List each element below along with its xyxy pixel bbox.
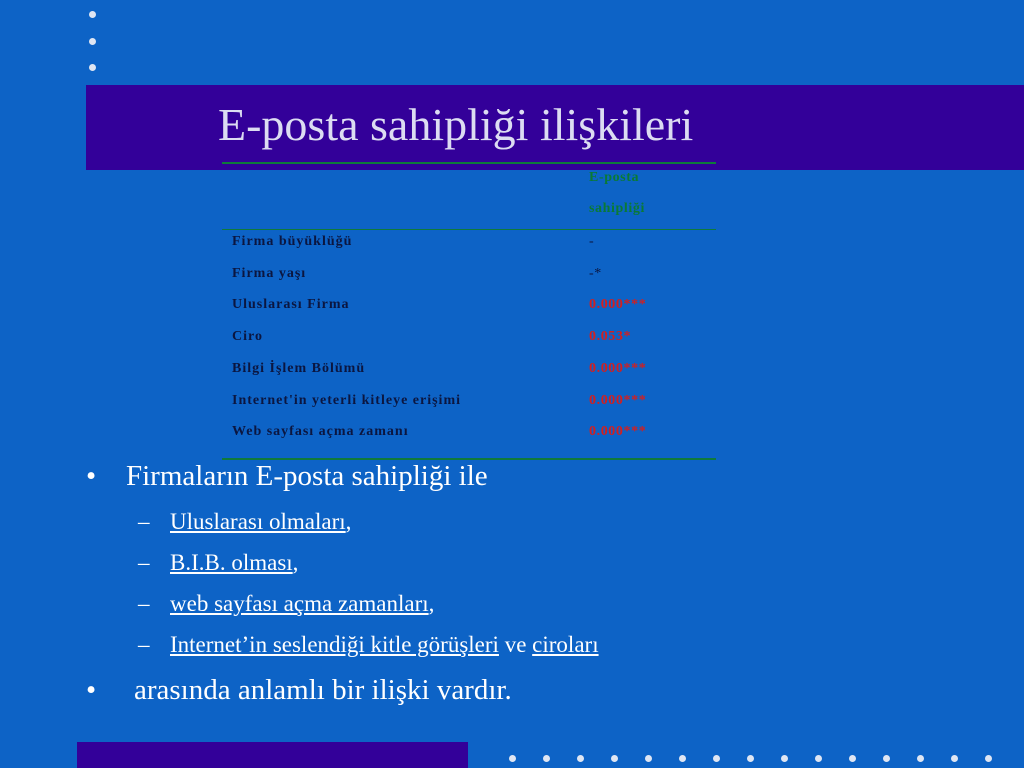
row-value: 0.053*	[589, 329, 632, 344]
row-label: Ciro	[232, 329, 263, 344]
dash-marker: –	[138, 550, 150, 575]
dash-marker: –	[138, 632, 150, 657]
table-row	[222, 361, 716, 381]
decorative-dot	[917, 755, 924, 762]
punctuation: ,	[345, 509, 352, 534]
link-uluslarasi-olmalari[interactable]: Uluslarası olmaları	[170, 509, 346, 534]
row-label: Firma büyüklüğü	[232, 234, 353, 249]
row-value: 0.000***	[589, 393, 647, 408]
slide-title: E-posta sahipliği ilişkileri	[218, 99, 694, 150]
dash-marker: –	[138, 591, 150, 616]
decorative-dot	[89, 64, 96, 71]
link-internet-kitle[interactable]: Internet’in seslendiği kitle görüşleri	[170, 632, 499, 657]
sub-bullet-text	[170, 550, 298, 576]
decorative-dot	[849, 755, 856, 762]
row-value: 0.000***	[589, 424, 647, 439]
sub-bullet-text	[170, 632, 599, 658]
bullet-marker: •	[86, 674, 97, 706]
column-header-line1: E-posta	[589, 170, 640, 185]
link-bib-olmasi[interactable]: B.I.B. olması	[170, 550, 293, 575]
table-row	[222, 329, 716, 349]
row-label: Uluslarası Firma	[232, 297, 350, 312]
decorative-dot	[577, 755, 584, 762]
decorative-dot	[713, 755, 720, 762]
punctuation: ,	[292, 550, 299, 575]
link-web-sayfasi[interactable]: web sayfası açma zamanları	[170, 591, 429, 616]
bottom-band	[77, 742, 468, 768]
decorative-dot	[89, 38, 96, 45]
sub-bullet-text	[170, 591, 434, 617]
row-value: -	[589, 234, 595, 249]
table-row	[222, 393, 716, 413]
row-label: Web sayfası açma zamanı	[232, 424, 409, 439]
bullet-text: arasında anlamlı bir ilişki vardır.	[134, 674, 512, 706]
bullet-text: Firmaların E-posta sahipliği ile	[126, 460, 488, 492]
decorative-dot	[951, 755, 958, 762]
decorative-dot	[543, 755, 550, 762]
row-label: Bilgi İşlem Bölümü	[232, 361, 366, 376]
table-row	[222, 234, 716, 254]
results-table	[222, 162, 716, 462]
row-value: 0.000***	[589, 361, 647, 376]
column-header-line2: sahipliği	[589, 201, 645, 216]
decorative-dot	[679, 755, 686, 762]
row-label: Internet'in yeterli kitleye erişimi	[232, 393, 461, 408]
dash-marker: –	[138, 509, 150, 534]
decorative-dot	[883, 755, 890, 762]
decorative-dot	[747, 755, 754, 762]
bullet-marker: •	[86, 460, 97, 492]
connector-text: ve	[498, 632, 533, 657]
punctuation: ,	[428, 591, 435, 616]
decorative-dot	[611, 755, 618, 762]
decorative-dot	[985, 755, 992, 762]
row-value: 0.000***	[589, 297, 647, 312]
row-value: -*	[589, 266, 602, 281]
sub-bullet-text	[170, 509, 351, 535]
row-label: Firma yaşı	[232, 266, 307, 281]
decorative-dot	[781, 755, 788, 762]
link-cirolari[interactable]: ciroları	[532, 632, 599, 657]
decorative-dot	[645, 755, 652, 762]
table-top-rule	[222, 162, 716, 164]
table-header-rule	[222, 229, 716, 230]
table-row	[222, 424, 716, 444]
decorative-dot	[815, 755, 822, 762]
decorative-dot	[89, 11, 96, 18]
decorative-dot	[509, 755, 516, 762]
table-row	[222, 297, 716, 317]
table-row	[222, 266, 716, 286]
